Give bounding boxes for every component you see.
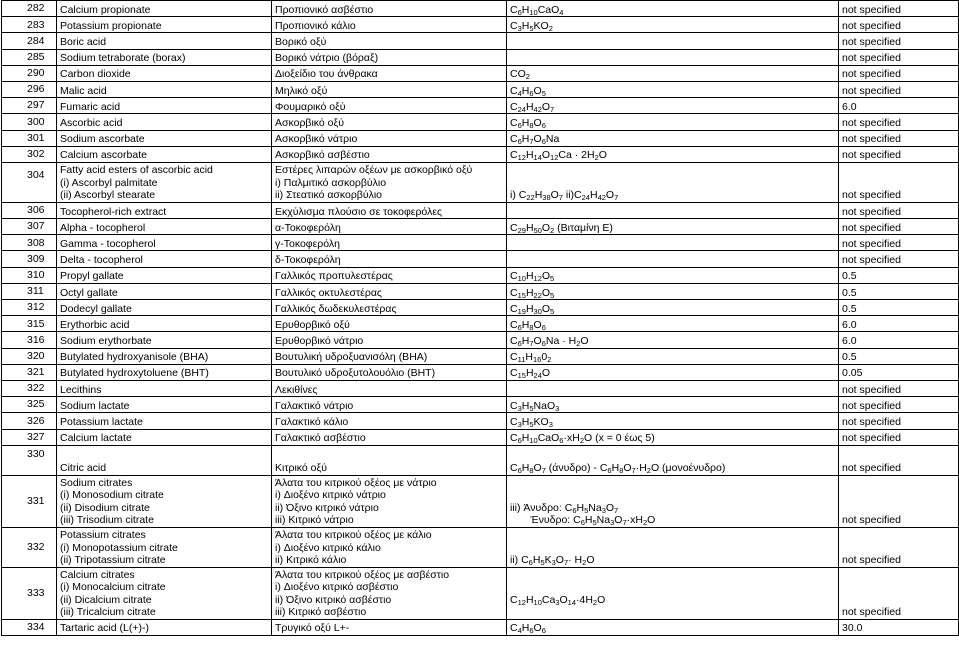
english-name: Butylated hydroxyanisole (BHA): [57, 348, 272, 364]
chemical-formula: [507, 49, 839, 65]
row-number: 283: [2, 17, 57, 33]
row-number: 333: [2, 567, 57, 619]
row-number: 296: [2, 81, 57, 97]
greek-name: α-Τοκοφερόλη: [272, 219, 507, 235]
chemical-formula: $C_3H_5KO_3$: [507, 413, 839, 429]
greek-name: Προπιονικό κάλιο: [272, 17, 507, 33]
english-name: Alpha - tocopherol: [57, 219, 272, 235]
chemical-formula: $C_6H_7O_6Na \cdot H_2O$: [507, 332, 839, 348]
row-number: 321: [2, 364, 57, 380]
row-number: 307: [2, 219, 57, 235]
greek-name: Γαλλικός δωδεκυλεστέρας: [272, 300, 507, 316]
greek-name: Γαλλικός οκτυλεστέρας: [272, 283, 507, 299]
table-row: [2, 397, 959, 413]
english-name: Calcium ascorbate: [57, 146, 272, 162]
english-name: Erythorbic acid: [57, 316, 272, 332]
chemical-formula: iii) Άνυδρο: $C_6H_5Na_3O_7$ Ένυδρο: $C_6H_5Na_3O_7\cdot xH_2O$: [507, 475, 839, 527]
greek-name: Ασκορβικό οξύ: [272, 114, 507, 130]
max-level: not specified: [839, 397, 959, 413]
table-row: [2, 49, 959, 65]
chemical-formula: $CO_2$: [507, 65, 839, 81]
english-name: Calcium propionate: [57, 1, 272, 17]
max-level: 30.0: [839, 619, 959, 635]
english-name: Octyl gallate: [57, 283, 272, 299]
chemical-formula: $C_6H_7O_6Na$: [507, 130, 839, 146]
greek-name: Λεκιθίνες: [272, 380, 507, 396]
chemical-formula: [507, 235, 839, 251]
table-row: [2, 1, 959, 17]
greek-name: Άλατα του κιτρικού οξέος με κάλιο i) Διοξένο κιτρικό κάλιο ii) Κιτρικό κάλιο: [272, 527, 507, 567]
max-level: not specified: [839, 130, 959, 146]
chemical-formula: $C_{11}H_{16}0_2$: [507, 348, 839, 364]
chemical-formula: $C_4H_6O_6$: [507, 619, 839, 635]
greek-name: Κιτρικό οξύ: [272, 445, 507, 475]
english-name: Calcium lactate: [57, 429, 272, 445]
max-level: not specified: [839, 33, 959, 49]
row-number: 315: [2, 316, 57, 332]
greek-name: Βορικό οξύ: [272, 33, 507, 49]
chemical-formula: $C_6H_8O_7$ $(ά\nu\upsilon\delta\rho o) - C_6H_8O_7\cdot H_2O$ (μονοένυδρο): [507, 445, 839, 475]
table-row: [2, 445, 959, 475]
greek-name: γ-Τοκοφερόλη: [272, 235, 507, 251]
max-level: 0.05: [839, 364, 959, 380]
additives-table: [1, 0, 959, 636]
max-level: 6.0: [839, 332, 959, 348]
row-number: 334: [2, 619, 57, 635]
row-number: 312: [2, 300, 57, 316]
chemical-formula: $C_6H_{10}CaO_6\cdot xH_2O$ (x = 0 έως 5): [507, 429, 839, 445]
row-number: 320: [2, 348, 57, 364]
chemical-formula: $C_3H_5KO_2$: [507, 17, 839, 33]
english-name: Sodium lactate: [57, 397, 272, 413]
table-row: [2, 146, 959, 162]
english-name: Potassium lactate: [57, 413, 272, 429]
english-name: Calcium citrates (i) Monocalcium citrate (ii) Dicalcium citrate (iii) Tricalcium citrate: [57, 567, 272, 619]
table-row: [2, 251, 959, 267]
english-name: Delta - tocopherol: [57, 251, 272, 267]
chemical-formula: [507, 202, 839, 218]
greek-name: Διοξείδιο του άνθρακα: [272, 65, 507, 81]
chemical-formula: $C_{15}H_{24}O$: [507, 364, 839, 380]
max-level: not specified: [839, 235, 959, 251]
max-level: 6.0: [839, 316, 959, 332]
row-number: 301: [2, 130, 57, 146]
english-name: Gamma - tocopherol: [57, 235, 272, 251]
row-number: 309: [2, 251, 57, 267]
chemical-formula: [507, 251, 839, 267]
chemical-formula: $C_6H_8O_6$: [507, 114, 839, 130]
row-number: 326: [2, 413, 57, 429]
row-number: 308: [2, 235, 57, 251]
max-level: 0.5: [839, 348, 959, 364]
chemical-formula: [507, 380, 839, 396]
greek-name: Βορικό νάτριο (βόραξ): [272, 49, 507, 65]
table-row: [2, 527, 959, 567]
chemical-formula: $C_{10}H_{12}O_5$: [507, 267, 839, 283]
max-level: not specified: [839, 445, 959, 475]
table-row: [2, 130, 959, 146]
english-name: Fatty acid esters of ascorbic acid (i) Ascorbyl palmitate (ii) Ascorbyl stearate: [57, 162, 272, 202]
max-level: not specified: [839, 17, 959, 33]
max-level: not specified: [839, 81, 959, 97]
row-number: 327: [2, 429, 57, 445]
english-name: Ascorbic acid: [57, 114, 272, 130]
table-row: [2, 202, 959, 218]
row-number: 306: [2, 202, 57, 218]
table-row: [2, 114, 959, 130]
greek-name: Προπιονικό ασβέστιο: [272, 1, 507, 17]
max-level: not specified: [839, 475, 959, 527]
table-row: [2, 162, 959, 202]
english-name: Malic acid: [57, 81, 272, 97]
max-level: not specified: [839, 162, 959, 202]
row-number: 325: [2, 397, 57, 413]
chemical-formula: ii) $C_6H_5K_3O_7\cdot H_2O$: [507, 527, 839, 567]
max-level: not specified: [839, 413, 959, 429]
table-row: [2, 429, 959, 445]
greek-name: Γαλλικός προπυλεστέρας: [272, 267, 507, 283]
row-number: 304: [2, 162, 57, 202]
max-level: not specified: [839, 251, 959, 267]
row-number: 297: [2, 98, 57, 114]
row-number: 311: [2, 283, 57, 299]
english-name: Potassium propionate: [57, 17, 272, 33]
greek-name: Άλατα του κιτρικού οξέος με ασβέστιο i) Διοξένο κιτρικό ασβέστιο ii) Όξινο κιτρικό ασβέστιο iii) Κιτρικό ασβέστιο: [272, 567, 507, 619]
greek-name: Ασκορβικό ασβέστιο: [272, 146, 507, 162]
table-row: [2, 267, 959, 283]
table-row: [2, 65, 959, 81]
row-number: 282: [2, 1, 57, 17]
table-row: [2, 475, 959, 527]
table-row: [2, 81, 959, 97]
max-level: not specified: [839, 1, 959, 17]
max-level: not specified: [839, 219, 959, 235]
greek-name: Γαλακτικό ασβέστιο: [272, 429, 507, 445]
english-name: Fumaric acid: [57, 98, 272, 114]
max-level: 0.5: [839, 267, 959, 283]
english-name: Lecithins: [57, 380, 272, 396]
row-number: 290: [2, 65, 57, 81]
table-row: [2, 283, 959, 299]
english-name: Sodium ascorbate: [57, 130, 272, 146]
row-number: 300: [2, 114, 57, 130]
greek-name: Ασκορβικό νάτριο: [272, 130, 507, 146]
table-row: [2, 380, 959, 396]
table-row: [2, 33, 959, 49]
row-number: 330: [2, 445, 57, 475]
table-row: [2, 364, 959, 380]
english-name: Potassium citrates (i) Monopotassium citrate (ii) Tripotassium citrate: [57, 527, 272, 567]
greek-name: Εκχύλισμα πλούσιο σε τοκοφερόλες: [272, 202, 507, 218]
table-row: [2, 300, 959, 316]
greek-name: Βουτυλικό υδροξυτολουόλιο (BHT): [272, 364, 507, 380]
row-number: 316: [2, 332, 57, 348]
greek-name: Ερυθορβικό νάτριο: [272, 332, 507, 348]
english-name: Dodecyl gallate: [57, 300, 272, 316]
table-row: [2, 235, 959, 251]
max-level: not specified: [839, 202, 959, 218]
table-row: [2, 316, 959, 332]
chemical-formula: $C_{19}H_{30}O_5$: [507, 300, 839, 316]
table-row: [2, 332, 959, 348]
max-level: not specified: [839, 114, 959, 130]
max-level: not specified: [839, 146, 959, 162]
chemical-formula: $C_3H_5NaO_3$: [507, 397, 839, 413]
greek-name: Γαλακτικό κάλιο: [272, 413, 507, 429]
row-number: 285: [2, 49, 57, 65]
chemical-formula: $C_{12}H_{14}O_{12}Ca \cdot 2H_2O$: [507, 146, 839, 162]
table-row: [2, 219, 959, 235]
max-level: 6.0: [839, 98, 959, 114]
greek-name: δ-Τοκοφερόλη: [272, 251, 507, 267]
max-level: 0.5: [839, 283, 959, 299]
greek-name: Εστέρες λιπαρών οξέων με ασκορβικό οξύ i) Παλμιτικό ασκορβύλιο ii) Στεατικό ασκορβύλιο: [272, 162, 507, 202]
chemical-formula: $C_6H_{10}CaO_4$: [507, 1, 839, 17]
max-level: not specified: [839, 380, 959, 396]
chemical-formula: $C_6H_8O_6$: [507, 316, 839, 332]
max-level: not specified: [839, 49, 959, 65]
english-name: Propyl gallate: [57, 267, 272, 283]
chemical-formula: [507, 33, 839, 49]
english-name: Butylated hydroxytoluene (BHT): [57, 364, 272, 380]
chemical-formula: $C_{24}H_{42}O_7$: [507, 98, 839, 114]
max-level: not specified: [839, 65, 959, 81]
max-level: not specified: [839, 567, 959, 619]
greek-name: Ερυθορβικό οξύ: [272, 316, 507, 332]
additives-table-body: [2, 1, 959, 636]
row-number: 331: [2, 475, 57, 527]
english-name: Carbon dioxide: [57, 65, 272, 81]
max-level: not specified: [839, 527, 959, 567]
row-number: 310: [2, 267, 57, 283]
greek-name: Τρυγικό οξύ L+-: [272, 619, 507, 635]
max-level: not specified: [839, 429, 959, 445]
chemical-formula: $C_{15}H_{22}O_5$: [507, 283, 839, 299]
row-number: 284: [2, 33, 57, 49]
chemical-formula: $C_{12}H_{10}Ca_3O_{14}\cdot 4H_2O$: [507, 567, 839, 619]
greek-name: Βουτυλική υδροξυανισόλη (BHA): [272, 348, 507, 364]
english-name: Sodium tetraborate (borax): [57, 49, 272, 65]
table-row: [2, 413, 959, 429]
english-name: Tartaric acid (L(+)-): [57, 619, 272, 635]
row-number: 302: [2, 146, 57, 162]
table-row: [2, 98, 959, 114]
table-row: [2, 17, 959, 33]
english-name: Tocopherol-rich extract: [57, 202, 272, 218]
english-name: Citric acid: [57, 445, 272, 475]
english-name: Boric acid: [57, 33, 272, 49]
chemical-formula: $C_4H_6O_5$: [507, 81, 839, 97]
greek-name: Άλατα του κιτρικού οξέος με νάτριο i) Διοξένο κιτρικό νάτριο ii) Όξινο κιτρικό νάτριο iii) Κιτρικό νάτριο: [272, 475, 507, 527]
english-name: Sodium citrates (i) Monosodium citrate (ii) Disodium citrate (iii) Trisodium citrate: [57, 475, 272, 527]
english-name: Sodium erythorbate: [57, 332, 272, 348]
chemical-formula: $C_{29}H_{50}O_2$ (Βιταμίνη Ε): [507, 219, 839, 235]
table-row: [2, 619, 959, 635]
greek-name: Φουμαρικό οξύ: [272, 98, 507, 114]
row-number: 332: [2, 527, 57, 567]
greek-name: Μηλικό οξύ: [272, 81, 507, 97]
table-row: [2, 567, 959, 619]
max-level: 0.5: [839, 300, 959, 316]
chemical-formula: i) $C_{22}H_{38}O_7$ $ii)C_{24}H_{42}O_7$: [507, 162, 839, 202]
row-number: 322: [2, 380, 57, 396]
greek-name: Γαλακτικό νάτριο: [272, 397, 507, 413]
table-row: [2, 348, 959, 364]
